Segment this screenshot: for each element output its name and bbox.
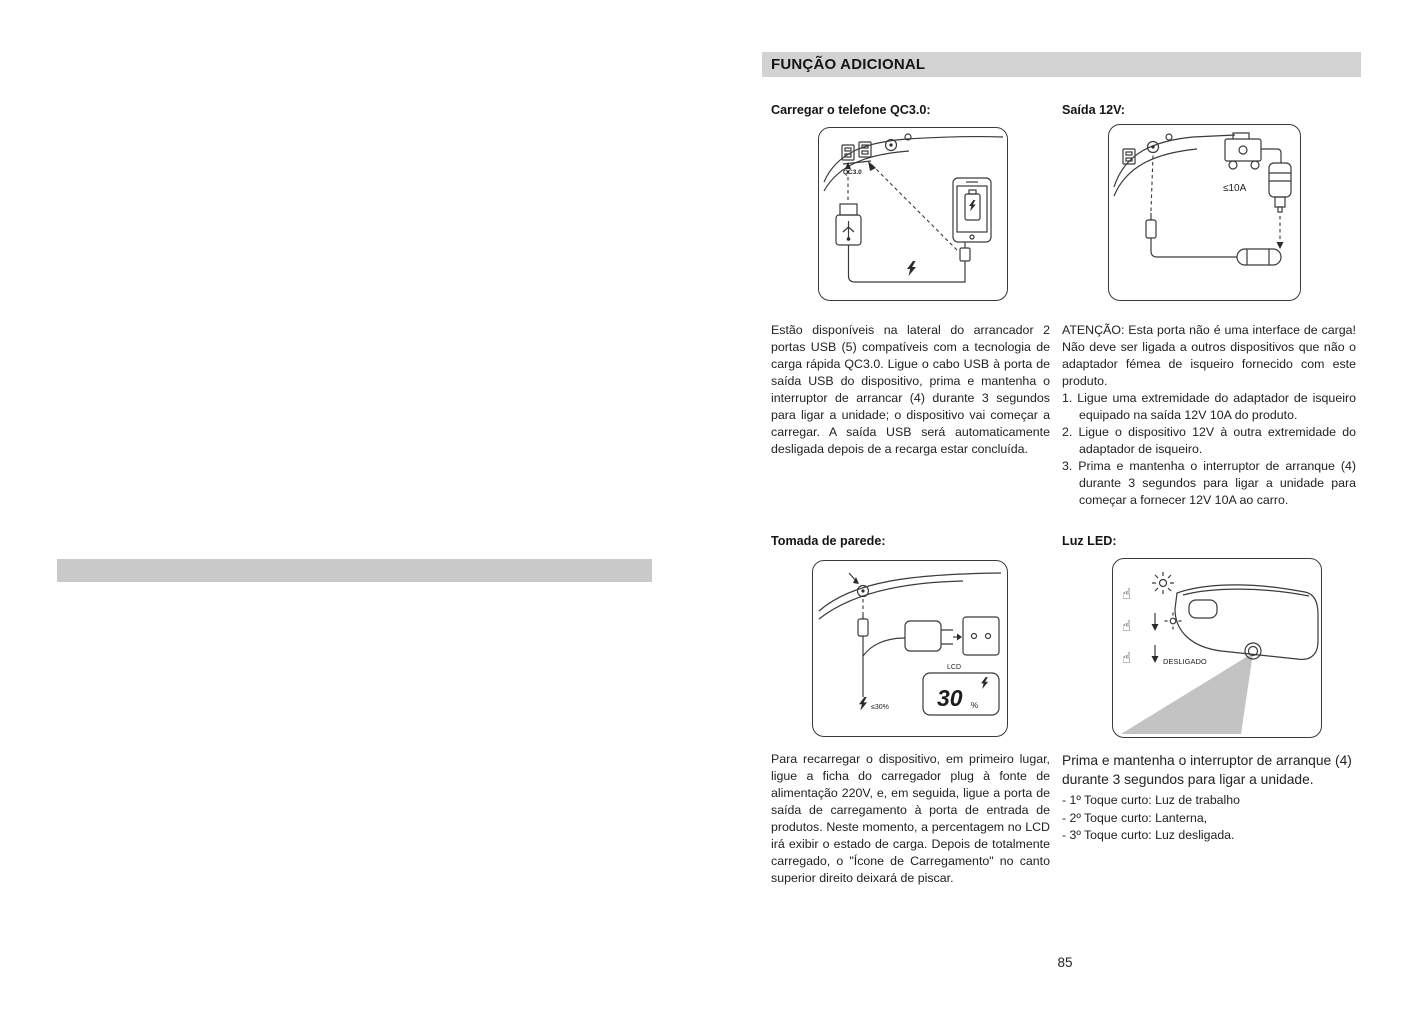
usb-cable [849, 245, 966, 282]
qc3-label: QC3.0 [843, 169, 862, 176]
work-light-icon [1152, 572, 1174, 594]
para-tomada: Para recarregar o dispositivo, em primeiro lugar, ligue a ficha do carregador plug à fonte de alimentação 220V, e, em seguida, ligue a porta de saída de carregamento à porta de entrada de produtos. Neste momento, a percentagem no LCD irá exibir o estado de carga. Depois de totalmente carregado, o "Ícone de Carregamento" no canto superior direito deixará de piscar. [771, 752, 1050, 885]
wall-charger-icon [863, 621, 953, 656]
led-step-item: - 1º Toque curto: Luz de trabalho [1062, 793, 1240, 807]
usb-port-icon [842, 142, 871, 160]
press-icon: ☝ [1122, 618, 1132, 635]
charging-bolt-icon [981, 677, 988, 689]
qc30-illustration [819, 128, 1006, 299]
heading-saida12v: Saída 12V: [1062, 103, 1126, 117]
left-page-gray-bar [57, 559, 652, 582]
led-lens-icon [1245, 643, 1261, 659]
press-icon: ☝ [1122, 586, 1132, 603]
device-body [1175, 585, 1318, 660]
diagram-luzled [1112, 558, 1322, 738]
para-qc30: Estão disponíveis na lateral do arrancador 2 portas USB (5) compatíveis com a tecnologia de carga rápida QC3.0. Ligue o cabo USB à porta de saída USB do dispositivo, prima e mantenha o interruptor de arrancar (4) durante 3 segundos para ligar a unidade; o dispositivo vai começar a carregar. A saída USB será automaticamente desligada depois de a recarga estar concluída. [771, 323, 1050, 456]
cigarette-plug-icon [1269, 163, 1291, 212]
wall-outlet-icon [963, 617, 999, 655]
lcd-display [923, 673, 999, 715]
luzled-intro: Prima e mantenha o interruptor de arranque (4) durante 3 segundos para ligar a unidade. [1062, 753, 1352, 787]
lightning-bolt-icon [859, 697, 867, 711]
lcd-percent-value: 30 [937, 685, 963, 711]
low-battery-label: ≤30% [871, 704, 889, 711]
diagram-qc30 [818, 127, 1008, 301]
barrel-plug-icon [1146, 213, 1156, 238]
lcd-percent-sign: % [971, 701, 979, 710]
adapter-socket-icon [1237, 249, 1281, 265]
led-step-item: - 3º Toque curto: Luz desligada. [1062, 828, 1235, 842]
usb-plug-icon [836, 204, 861, 245]
heading-tomada: Tomada de parede: [771, 534, 886, 548]
lcd-label: LCD [947, 664, 962, 671]
para-saida12v [1062, 322, 1356, 509]
tomada-illustration [813, 561, 1006, 735]
lightning-bolt-icon [907, 261, 916, 276]
next-mode-arrow-icon [1152, 613, 1159, 631]
step-item: 2. Ligue o dispositivo 12V à outra extremidade do adaptador de isqueiro. [1062, 425, 1356, 456]
section-header-bar [762, 52, 1361, 77]
amp-rating-label: ≤10A [1223, 183, 1247, 194]
led-step-item: - 2º Toque curto: Lanterna, [1062, 810, 1208, 825]
barrel-plug-icon [858, 615, 868, 636]
phone-icon [953, 178, 991, 242]
off-label: DESLIGADO [1163, 657, 1207, 666]
heading-luzled: Luz LED: [1062, 534, 1117, 548]
step-item: 3. Prima e mantenha o interruptor de arranque (4) durante 3 segundos para ligar a unidade para começar a fornecer 12V 10A ao carro. [1062, 459, 1356, 507]
luzled-illustration [1113, 559, 1320, 736]
section-title: FUNÇÃO ADICIONAL [771, 56, 926, 73]
adapter-cable [1151, 238, 1237, 257]
page-number: 85 [1057, 955, 1073, 970]
saida12v-illustration [1109, 125, 1299, 299]
diagram-saida12v [1108, 124, 1301, 301]
micro-usb-connector-icon [960, 248, 970, 261]
next-mode-arrow-icon [1152, 645, 1159, 663]
warning-text: ATENÇÃO: Esta porta não é uma interface de carga! Não deve ser ligada a outros dispositivos que não o adaptador fémea de isqueiro fornecido com este produto. [1062, 323, 1356, 388]
step-item: 1. Ligue uma extremidade do adaptador de isqueiro equipado na saída 12V 10A do produto. [1062, 391, 1356, 422]
para-luzled [1062, 751, 1352, 845]
heading-qc30: Carregar o telefone QC3.0: [771, 103, 931, 117]
diagram-tomada [812, 560, 1008, 737]
press-icon: ☝ [1122, 650, 1132, 667]
